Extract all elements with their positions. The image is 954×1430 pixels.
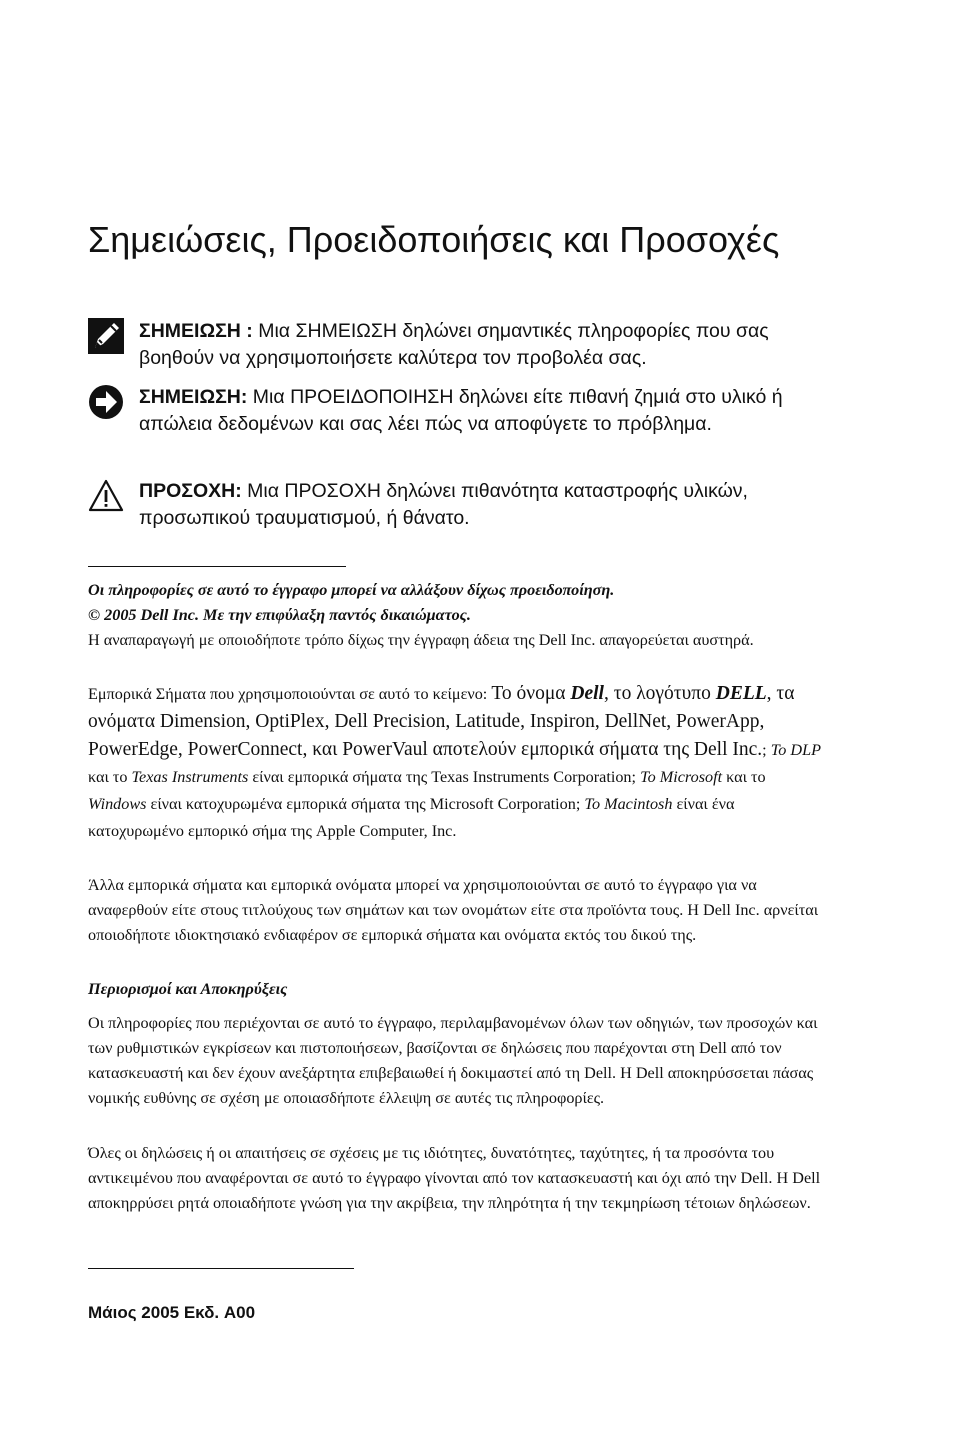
page-title: Σημειώσεις, Προειδοποιήσεις και Προσοχές [88, 219, 780, 260]
trademarks-text: είναι εμπορικά σήματα της Texas Instruments Corporation; [248, 768, 641, 786]
reproduction-notice: Η αναπαραγωγή με οποιοδήποτε τρόπο δίχως την έγγραφη άδεια της Dell Inc. απαγορεύεται αυστηρά. [88, 631, 754, 649]
trademark-dell-logo: DELL [715, 683, 767, 704]
trademark-ti: Texas Instruments [131, 768, 249, 786]
note-label: ΣΗΜΕΙΩΣΗ : [139, 320, 253, 342]
caution-body: Μια ΠΡΟΣΟΧΗ δηλώνει πιθανότητα καταστροφής υλικών, προσωπικού τραυματισμού, ή θάνατο. [139, 480, 748, 529]
trademarks-text: , το λογότυπο [603, 683, 716, 704]
note-text [139, 318, 839, 372]
arrow-notice-icon [88, 384, 124, 420]
divider-top [88, 566, 346, 567]
trademarks-text: Το όνομα [491, 683, 571, 704]
restrictions-paragraph-1: Οι πληροφορίες που περιέχονται σε αυτό το έγγραφο, περιλαμβανομένων όλων των οδηγιών, των προσοχών και των ρυθμιστικών εγκρίσεων και πιστοποιήσεων, βασίζονται σε δηλώσεις που παρέχονται στη Dell από τον κατασκευαστή και δεν έχουν ανεξάρτητα επιβεβαιωθεί ή δοκιμαστεί από τη Dell. Η Dell αποκηρύσσεται πάσας νομικής ευθύνης σε σχέση με οποιασδήποτε έλλειψη σε αυτές τις πληροφορίες. [88, 1014, 818, 1107]
trademarks-intro: Εμπορικά Σήματα που χρησιμοποιούνται σε αυτό το κείμενο: [88, 685, 492, 703]
change-notice: Οι πληροφορίες σε αυτό το έγγραφο μπορεί να αλλάξουν δίχως προειδοποίηση. [88, 581, 615, 599]
trademark-windows: Windows [88, 795, 147, 813]
trademark-macintosh: Το Macintosh [584, 795, 673, 813]
trademarks-text: και το [722, 768, 766, 786]
trademarks-paragraph [88, 680, 828, 845]
warning-triangle-icon [88, 478, 124, 514]
other-trademarks-paragraph: Άλλα εμπορικά σήματα και εμπορικά ονόματα μπορεί να χρησιμοποιούνται σε αυτό το έγγραφο για να αναφερθούν είτε στους τιτλούχους των σημάτων και των ονομάτων είτε στα προϊόντα τους. Η Dell Inc. αρνείται οποιοδήποτε ιδιοκτησιακό ενδιαφέρον σε εμπορικά σήματα και ονόματα εκτός του δικού της. [88, 876, 819, 944]
divider-bottom [88, 1268, 354, 1269]
trademarks-text: είναι ένα κατοχυρωμένο εμπορικό σήμα της Apple Computer, Inc. [88, 795, 735, 840]
caution-label: ΠΡΟΣΟΧΗ: [139, 480, 242, 502]
notice-text [139, 384, 839, 438]
pencil-note-icon [88, 318, 124, 354]
trademarks-text: και το [88, 768, 132, 786]
restrictions-heading: Περιορισμοί και Αποκηρύξεις [88, 980, 288, 998]
trademark-dell: Dell [570, 683, 604, 704]
trademark-dlp: Το DLP [770, 741, 821, 759]
revision-date: Μάιος 2005 Εκδ. A00 [88, 1303, 256, 1322]
copyright: © 2005 Dell Inc. Με την επιφύλαξη παντός δικαιώματος. [88, 606, 471, 624]
restrictions-paragraph-2: Όλες οι δηλώσεις ή οι απαιτήσεις σε σχέσεις με τις ιδιότητες, δυνατότητες, ταχύτητες, ή τα προσόντα του αντικειμένου που αναφέρονται σε αυτό το έγγραφο γίνονται από τον κατασκευαστή και όχι από την Dell. Η Dell αποκηρρύσει ρητά οποιαδήποτε γνώση για την ακρίβεια, την πληρότητα ή την τεκμηρίωση τέτοιων δηλώσεων. [88, 1144, 821, 1212]
trademarks-text: είναι κατοχυρωμένα εμπορικά σήματα της Microsoft Corporation; [146, 795, 585, 813]
legal-header [88, 578, 828, 653]
trademark-microsoft: Το Microsoft [640, 768, 723, 786]
trademarks-text: ; [762, 741, 771, 759]
notice-label: ΣΗΜΕΙΩΣΗ: [139, 386, 248, 408]
caution-text [139, 478, 839, 532]
trademarks-text: , τα ονόματα Dimension, OptiPlex, Dell Precision, Latitude, Inspiron, DellNet, PowerApp, PowerEdge, PowerConnect, και PowerVaul αποτελούν εμπορικά σήματα της Dell Inc. [88, 683, 795, 760]
note-body: Μια ΣΗΜΕΙΩΣΗ δηλώνει σημαντικές πληροφορίες που σας βοηθούν να χρησιμοποιήσετε καλύτερα τον προβολέα σας. [139, 320, 769, 369]
notice-body: Μια ΠΡΟΕΙΔΟΠΟΙΗΣΗ δηλώνει είτε πιθανή ζημιά στο υλικό ή απώλεια δεδομένων και σας λέει πώς να αποφύγετε το πρόβλημα. [139, 386, 783, 435]
